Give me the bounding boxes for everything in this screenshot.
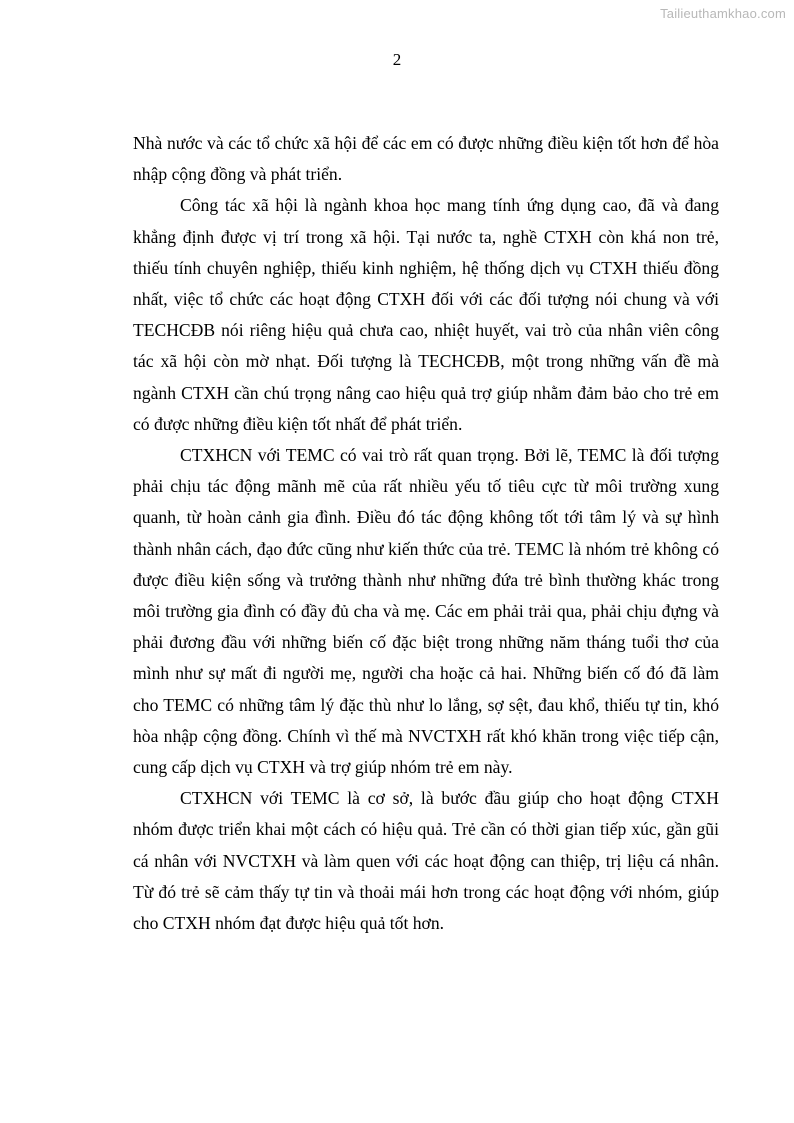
paragraph-ctxhcn-basis: CTXHCN với TEMC là cơ sở, là bước đầu giúp cho hoạt động CTXH nhóm được triển khai một cách có hiệu quả. Trẻ cần có thời gian tiếp xúc, gần gũi cá nhân với NVCTXH và làm quen với các hoạt động can thiệp, trị liệu cá nhân. Từ đó trẻ sẽ cảm thấy tự tin và thoải mái hơn trong các hoạt động với nhóm, giúp cho CTXH nhóm đạt được hiệu quả tốt hơn.	[133, 788, 719, 934]
document-body	[133, 128, 719, 939]
page-number: 2	[392, 50, 402, 69]
watermark: Tailieuthamkhao.com	[660, 6, 786, 21]
paragraph-continuation: Nhà nước và các tổ chức xã hội để các em có được những điều kiện tốt hơn để hòa nhập cộng đồng và phát triển.	[133, 133, 719, 185]
paragraph-social-work-intro: Công tác xã hội là ngành khoa học mang tính ứng dụng cao, đã và đang khẳng định được vị trí trong xã hội. Tại nước ta, nghề CTXH còn khá non trẻ, thiếu tính chuyên nghiệp, thiếu kinh nghiệm, hệ thống dịch vụ CTXH thiếu đồng nhất, việc tổ chức các hoạt động CTXH đối với các đối tượng nói chung và với TECHCĐB nói riêng hiệu quả chưa cao, nhiệt huyết, vai trò của nhân viên công tác xã hội còn mờ nhạt. Đối tượng là TECHCĐB, một trong những vấn đề mà ngành CTXH cần chú trọng nâng cao hiệu quả trợ giúp nhằm đảm bảo cho trẻ em có được những điều kiện tốt nhất để phát triển.	[133, 195, 719, 434]
paragraph-ctxhcn-role: CTXHCN với TEMC có vai trò rất quan trọng. Bởi lẽ, TEMC là đối tượng phải chịu tác động mãnh mẽ của rất nhiều yếu tố tiêu cực từ môi trường xung quanh, từ hoàn cảnh gia đình. Điều đó tác động không tốt tới tâm lý và sự hình thành nhân cách, đạo đức cũng như kiến thức của trẻ. TEMC là nhóm trẻ không có được điều kiện sống và trưởng thành như những đứa trẻ bình thường khác trong môi trường gia đình có đầy đủ cha và mẹ. Các em phải trải qua, phải chịu đựng và phải đương đầu với những biến cố đặc biệt trong những năm tháng tuổi thơ của mình như sự mất đi người mẹ, người cha hoặc cả hai. Những biến cố đó đã làm cho TEMC có những tâm lý đặc thù như lo lắng, sợ sệt, đau khổ, thiếu tự tin, khó hòa nhập cộng đồng. Chính vì thế mà NVCTXH rất khó khăn trong việc tiếp cận, cung cấp dịch vụ CTXH và trợ giúp nhóm trẻ em này.	[133, 445, 719, 778]
